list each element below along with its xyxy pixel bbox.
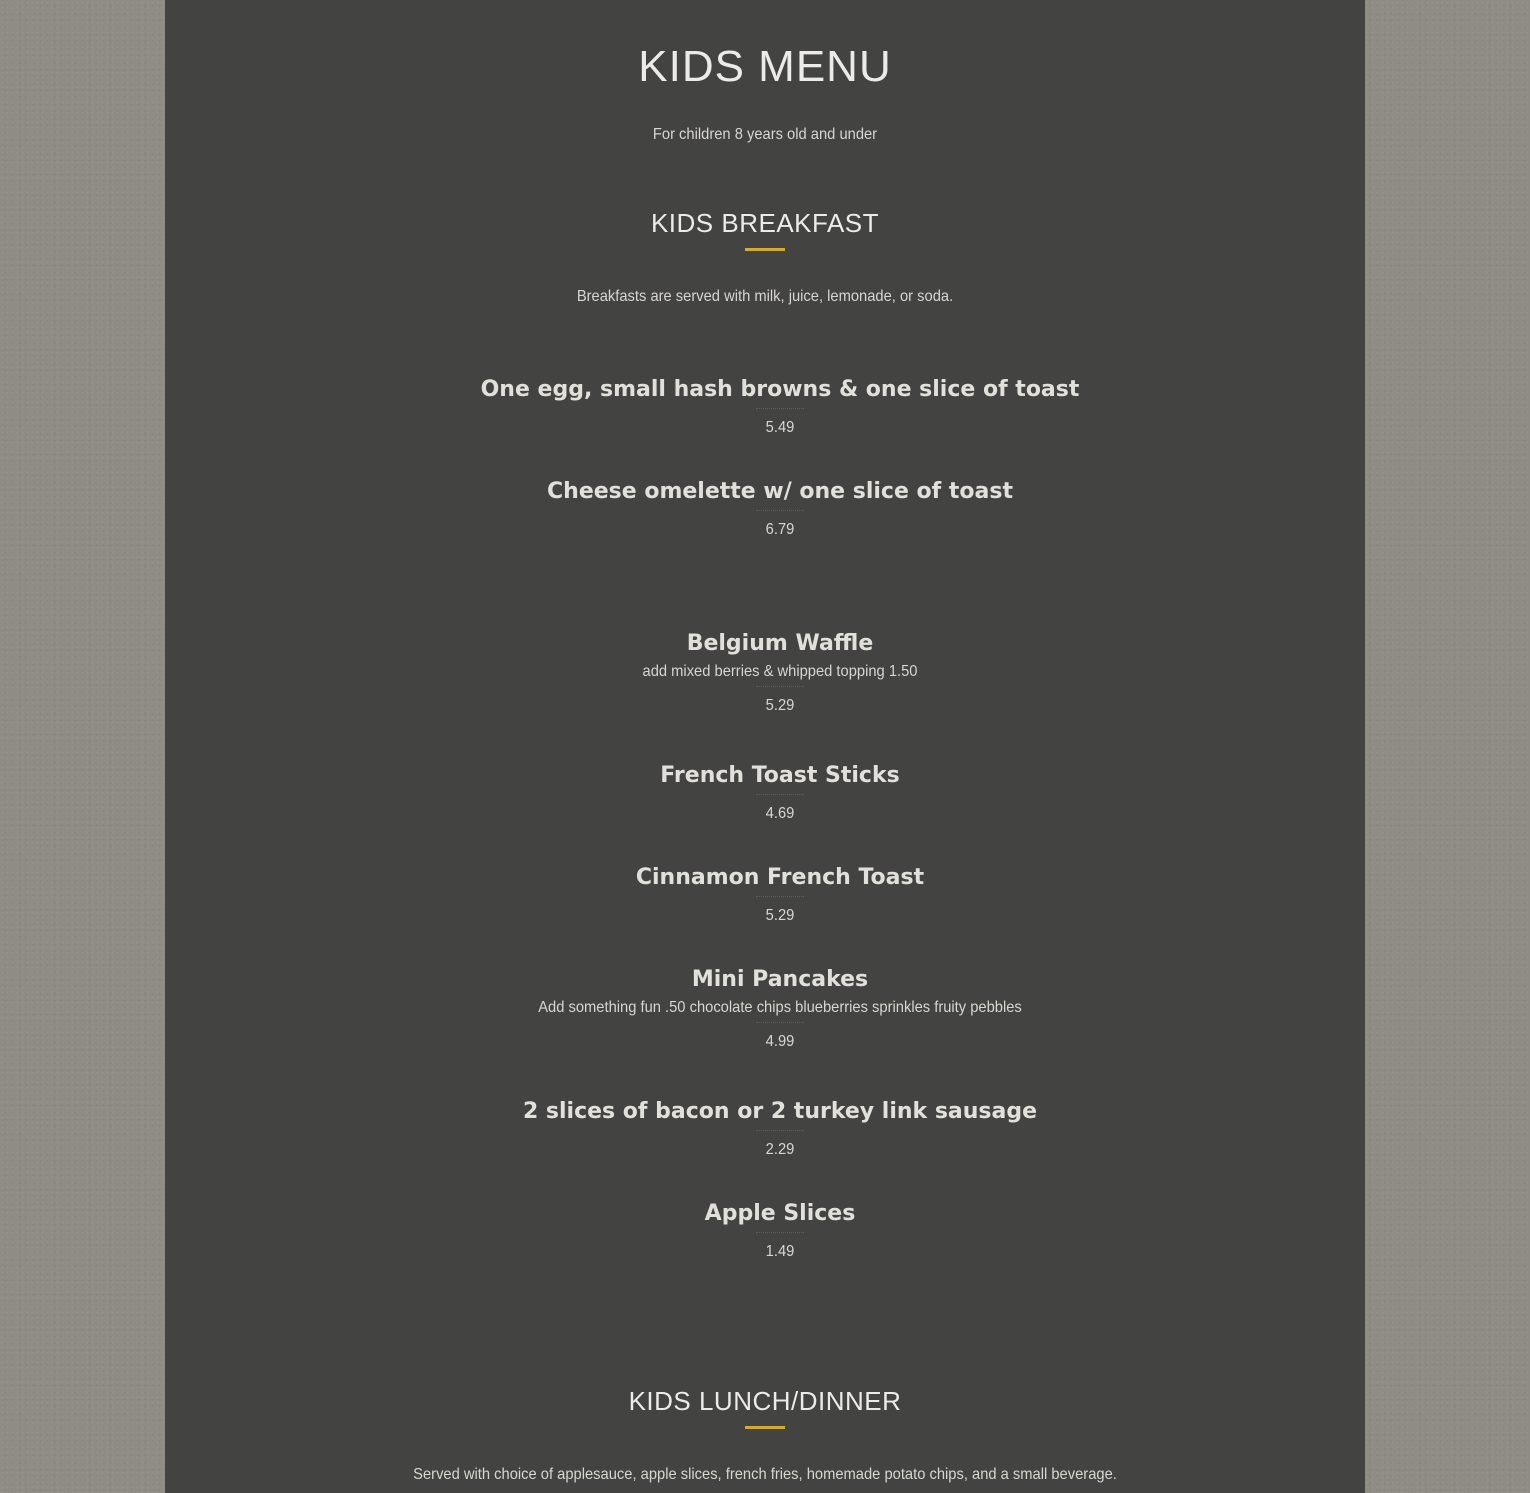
menu-item-price: 4.69 xyxy=(765,805,795,822)
menu-item-price: 6.79 xyxy=(765,521,795,538)
menu-item-name: One egg, small hash browns & one slice of toast xyxy=(480,377,1080,402)
menu-item-price: 1.49 xyxy=(765,1243,795,1260)
menu-item-name: Mini Pancakes xyxy=(691,967,869,992)
menu-item xyxy=(180,863,1365,927)
menu-item xyxy=(180,629,1365,717)
menu-item-price: 4.99 xyxy=(765,1033,795,1050)
menu-item xyxy=(180,965,1365,1053)
section-accent-divider xyxy=(745,1426,785,1429)
page-subtitle: For children 8 years old and under xyxy=(652,126,878,143)
section-note-breakfast: Breakfasts are served with milk, juice, lemonade, or soda. xyxy=(576,288,954,305)
menu-item-price: 2.29 xyxy=(765,1141,795,1158)
menu-item xyxy=(180,1199,1365,1263)
menu-item xyxy=(180,1097,1365,1161)
menu-item-divider xyxy=(756,1022,804,1023)
menu-item-name: Apple Slices xyxy=(704,1201,856,1226)
menu-item xyxy=(180,375,1365,439)
menu-item-price: 5.29 xyxy=(765,907,795,924)
section-title-breakfast: KIDS BREAKFAST xyxy=(650,208,880,238)
page-title: KIDS MENU xyxy=(638,42,892,91)
menu-item-divider xyxy=(756,896,804,897)
menu-item-divider xyxy=(756,1232,804,1233)
menu-item-price: 5.29 xyxy=(765,697,795,714)
menu-item-name: Cinnamon French Toast xyxy=(635,865,925,890)
menu-item-description: add mixed berries & whipped topping 1.50 xyxy=(642,663,918,680)
menu-item-name: Cheese omelette w/ one slice of toast xyxy=(547,479,1013,504)
menu-item-divider xyxy=(756,510,804,511)
section-accent-divider xyxy=(745,248,785,251)
menu-item-price: 5.49 xyxy=(765,419,795,436)
menu-item-divider xyxy=(756,686,804,687)
section-title-lunch-dinner: KIDS LUNCH/DINNER xyxy=(628,1386,902,1416)
menu-item xyxy=(180,761,1365,825)
menu-item-name: French Toast Sticks xyxy=(660,763,900,788)
menu-item-divider xyxy=(756,408,804,409)
menu-item-description: Add something fun .50 chocolate chips blueberries sprinkles fruity pebbles xyxy=(538,999,1022,1016)
menu-item xyxy=(180,477,1365,541)
section-note-lunch-dinner: Served with choice of applesauce, apple slices, french fries, homemade potato chips, and a small beverage. xyxy=(413,1466,1117,1483)
menu-panel xyxy=(165,0,1365,1493)
menu-item-divider xyxy=(756,1130,804,1131)
menu-item-divider xyxy=(756,794,804,795)
menu-item-name: Belgium Waffle xyxy=(686,631,874,656)
menu-item-name: 2 slices of bacon or 2 turkey link sausage xyxy=(522,1099,1038,1124)
